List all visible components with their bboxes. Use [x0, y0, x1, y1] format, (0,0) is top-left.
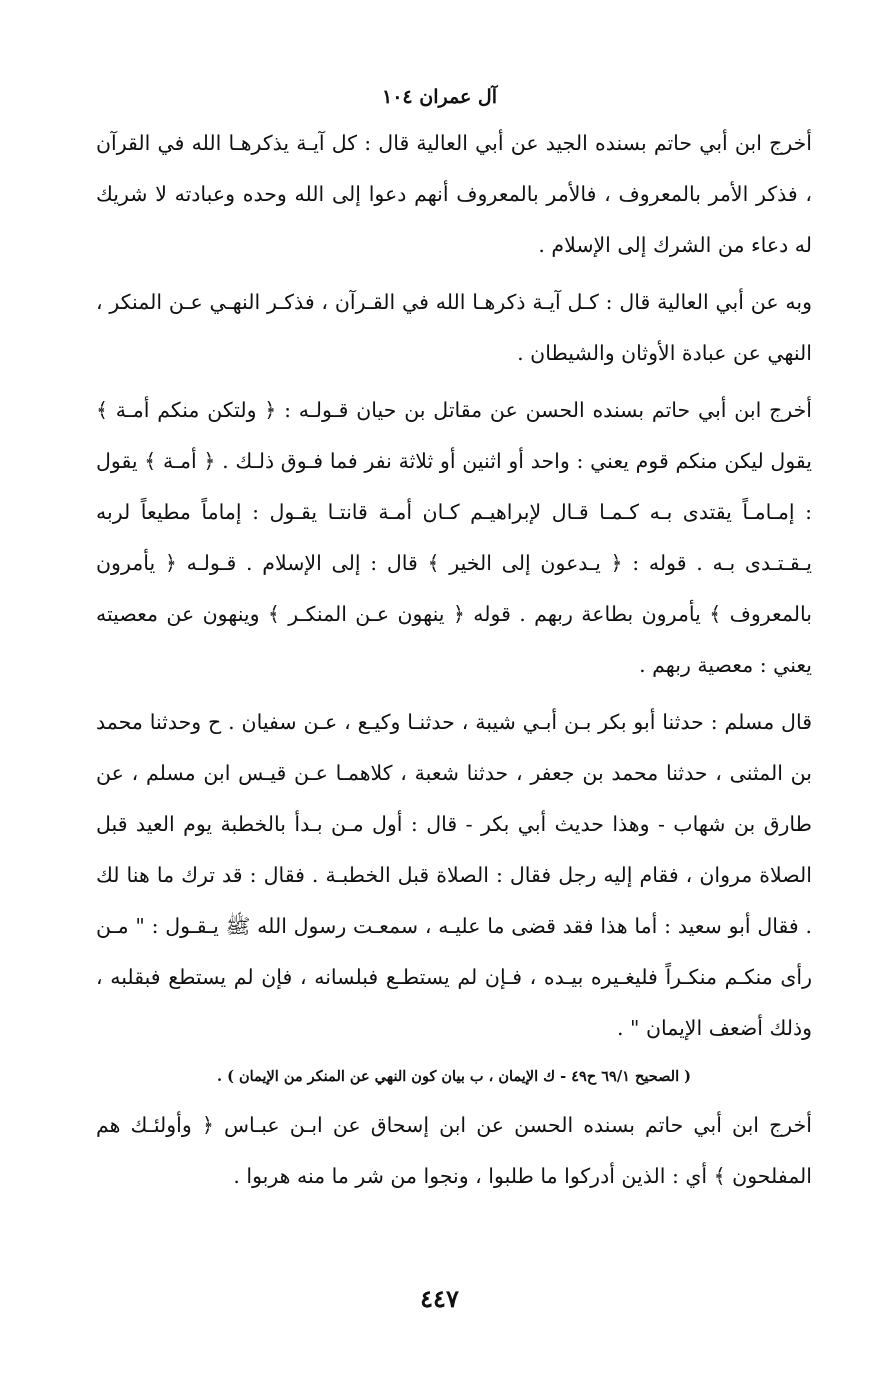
paragraph-muqatil: أخرج ابن أبي حاتم بسنده الحسن عن مقاتل بن حيان قـولـه : ﴿ ولتكن منكم أمـة ﴾ يقول ليكن منكم قوم يعني : واحد أو اثنين أو ثلاثة نفر فما فـوق ذلـك . ﴿ أمـة ﴾ يقول : إمـامـاً يقتدى بـه كـمـا قـال لإبراهيـم كـان أمـة قانتـا يقـول : إماماً مطيعاً لربه يـقـتـدى بـه . قوله : ﴿ يـدعون إلى الخير ﴾ قال : إلى الإسلام . قـولـه ﴿ يأمرون بالمعروف ﴾ يأمرون بطاعة ربهم . قوله ﴿ ينهون عـن المنكـر ﴾ وينهون عن معصيته يعني : معصية ربهم . [96, 398, 812, 677]
page-number: ٤٤٧ [420, 1284, 459, 1313]
running-header: آل عمران ١٠٤ [382, 86, 497, 108]
hadith-citation: ( الصحيح ٦٩/١ ح٤٩ - ك الإيمان ، ب بيان كون النهي عن المنكر من الإيمان ) . [216, 1068, 692, 1085]
paragraph-ibn-abbas: أخرج ابن أبي حاتم بسنده الحسن عن ابن إسحاق عن ابـن عبـاس ﴿ وأولئـك هم المفلحون ﴾ أي : الذين أدركوا ما طلبوا ، ونجوا من شر ما منه هربوا . [96, 1113, 812, 1188]
paragraph-muslim-hadith: قال مسلم : حدثنا أبو بكر بـن أبـي شيبة ، حدثنـا وكيـع ، عـن سفيان . ح وحدثنا محمد بن المثنى ، حدثنا محمد بن جعفر ، حدثنا شعبة ، كلاهمـا عـن قيـس ابن مسلم ، عن طارق بن شهاب - وهذا حديث أبي بكر - قال : أول مـن بـدأ بالخطبة يوم العيد قبل الصلاة مروان ، فقام إليه رجل فقال : الصلاة قبل الخطبـة . فقال : قد ترك ما هنا لك . فقال أبو سعيد : أما هذا فقد قضى ما عليـه ، سمعـت رسول الله ﷺ يـقـول : " مـن رأى منكـم منكـراً فليغـيره بيـده ، فـإن لم يستطـع فبلسانه ، فإن لم يستطع فبقلبه ، وذلك أضعف الإيمان " . [96, 710, 812, 1040]
body-text [96, 118, 812, 1208]
paragraph-abu-aliyah-2: وبه عن أبي العالية قال : كـل آيـة ذكرهـا الله في القـرآن ، فذكـر النهـي عـن المنكر ، النهي عن عبادة الأوثان والشيطان . [96, 290, 812, 365]
paragraph-abu-aliyah-1: أخرج ابن أبي حاتم بسنده الجيد عن أبي العالية قال : كل آيـة يذكرهـا الله في القرآن ، فذكر الأمر بالمعروف ، فالأمر بالمعروف أنهم دعوا إلى الله وحده وعبادته لا شريك له دعاء من الشرك إلى الإسلام . [96, 131, 812, 257]
